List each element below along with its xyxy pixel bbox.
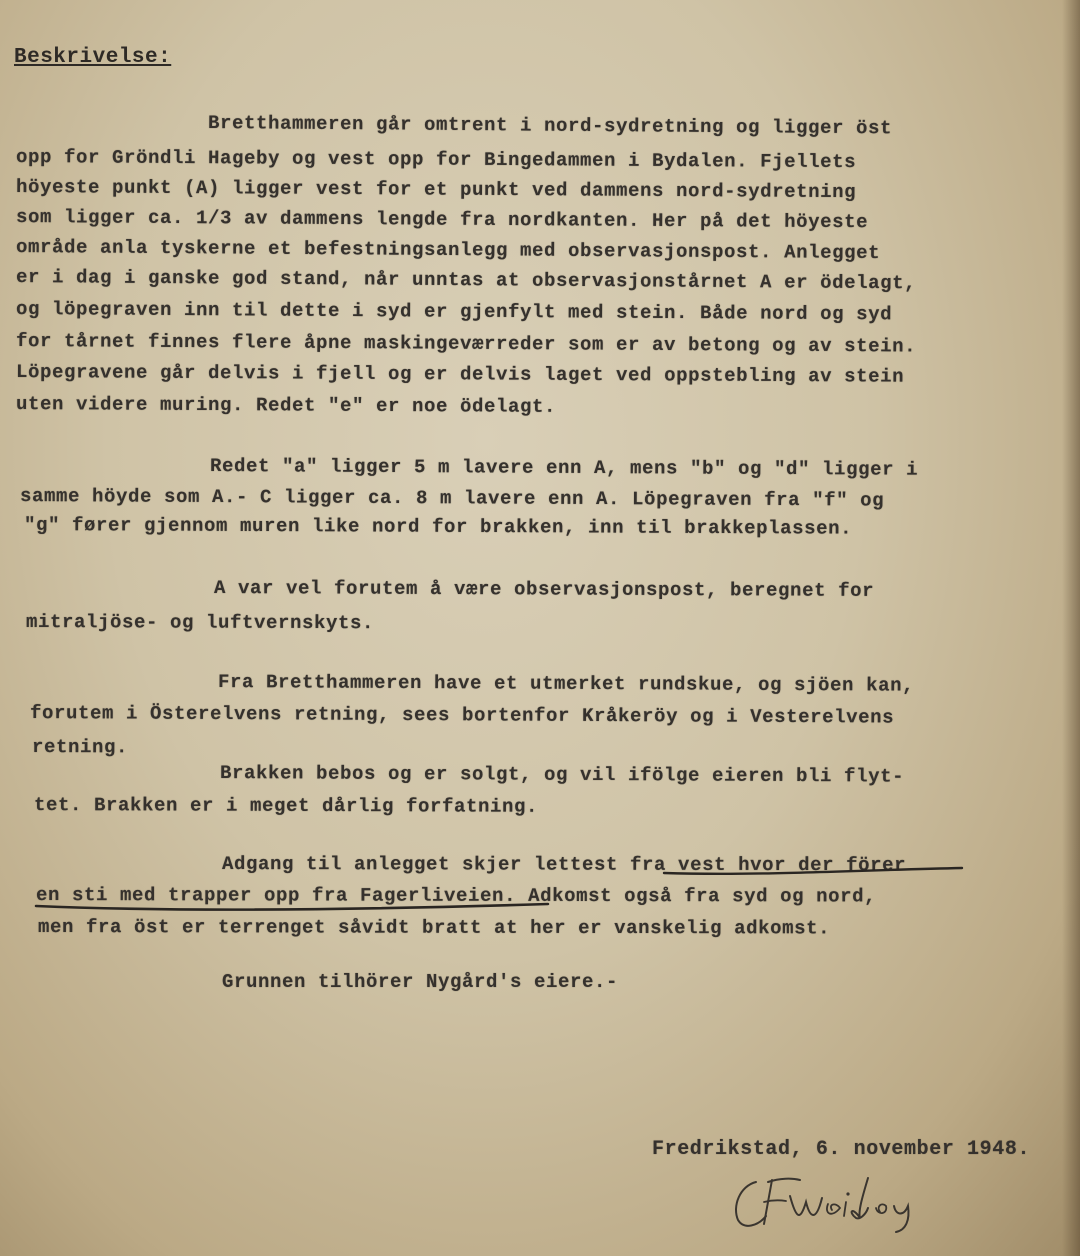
- text-line: Grunnen tilhörer Nygård's eiere.-: [222, 971, 619, 993]
- text-line: en sti med trapper opp fra Fagerliveien. Adkomst også fra syd og nord,: [35, 884, 877, 908]
- document-heading: Beskrivelse:: [14, 46, 172, 69]
- text-line: opp for Gröndli Hageby og vest opp for Bingedammen i Bydalen. Fjellets: [15, 146, 857, 174]
- text-line: A var vel forutem å være observasjonspost, beregnet for: [213, 577, 875, 602]
- text-line: samme höyde som A.- C ligger ca. 8 m lavere enn A. Löpegraven fra "f" og: [19, 485, 885, 512]
- text-line: er i dag i ganske god stand, når unntas at observasjonstårnet A er ödelagt,: [15, 266, 917, 295]
- text-line: område anla tyskerne et befestningsanlegg med observasjonspost. Anlegget: [15, 236, 881, 265]
- text-line: Fra Bretthammeren have et utmerket rundskue, og sjöen kan,: [217, 671, 915, 697]
- text-line: Adgang til anlegget skjer lettest fra vest hvor der förer: [221, 853, 907, 877]
- text-line: Redet "a" ligger 5 m lavere enn A, mens "b" og "d" ligger i: [209, 455, 919, 481]
- text-line: Bretthammeren går omtrent i nord-sydretning og ligger öst: [207, 112, 893, 140]
- text-line: forutem i Österelvens retning, sees bortenfor Kråkeröy og i Vesterelvens: [29, 702, 895, 729]
- text-line: tet. Brakken er i meget dårlig forfatning.: [33, 794, 539, 818]
- text-line: "g" fører gjennom muren like nord for brakken, inn til brakkeplassen.: [23, 514, 853, 540]
- text-line: retning.: [31, 736, 129, 759]
- date-line: Fredrikstad, 6. november 1948.: [652, 1138, 1031, 1161]
- text-line: höyeste punkt (A) ligger vest for et punkt ved dammens nord-sydretning: [15, 176, 857, 204]
- text-line: mitraljöse- og luftvernskyts.: [25, 611, 375, 635]
- text-line: uten videre muring. Redet "e" er noe ödelagt.: [15, 393, 557, 418]
- signature-image: [728, 1168, 956, 1236]
- text-line: men fra öst er terrenget såvidt bratt at her er vanskelig adkomst.: [37, 916, 831, 940]
- text-line: som ligger ca. 1/3 av dammens lengde fra nordkanten. Her på det höyeste: [15, 206, 869, 234]
- text-line: Löpegravene går delvis i fjell og er delvis laget ved oppstebling av stein: [15, 361, 905, 388]
- text-line: og löpegraven inn til dette i syd er gjenfylt med stein. Både nord og syd: [15, 298, 893, 326]
- text-line: Brakken bebos og er solgt, og vil ifölge eieren bli flyt-: [219, 762, 905, 788]
- text-line: for tårnet finnes flere åpne maskingeværreder som er av betong og av stein.: [15, 330, 917, 358]
